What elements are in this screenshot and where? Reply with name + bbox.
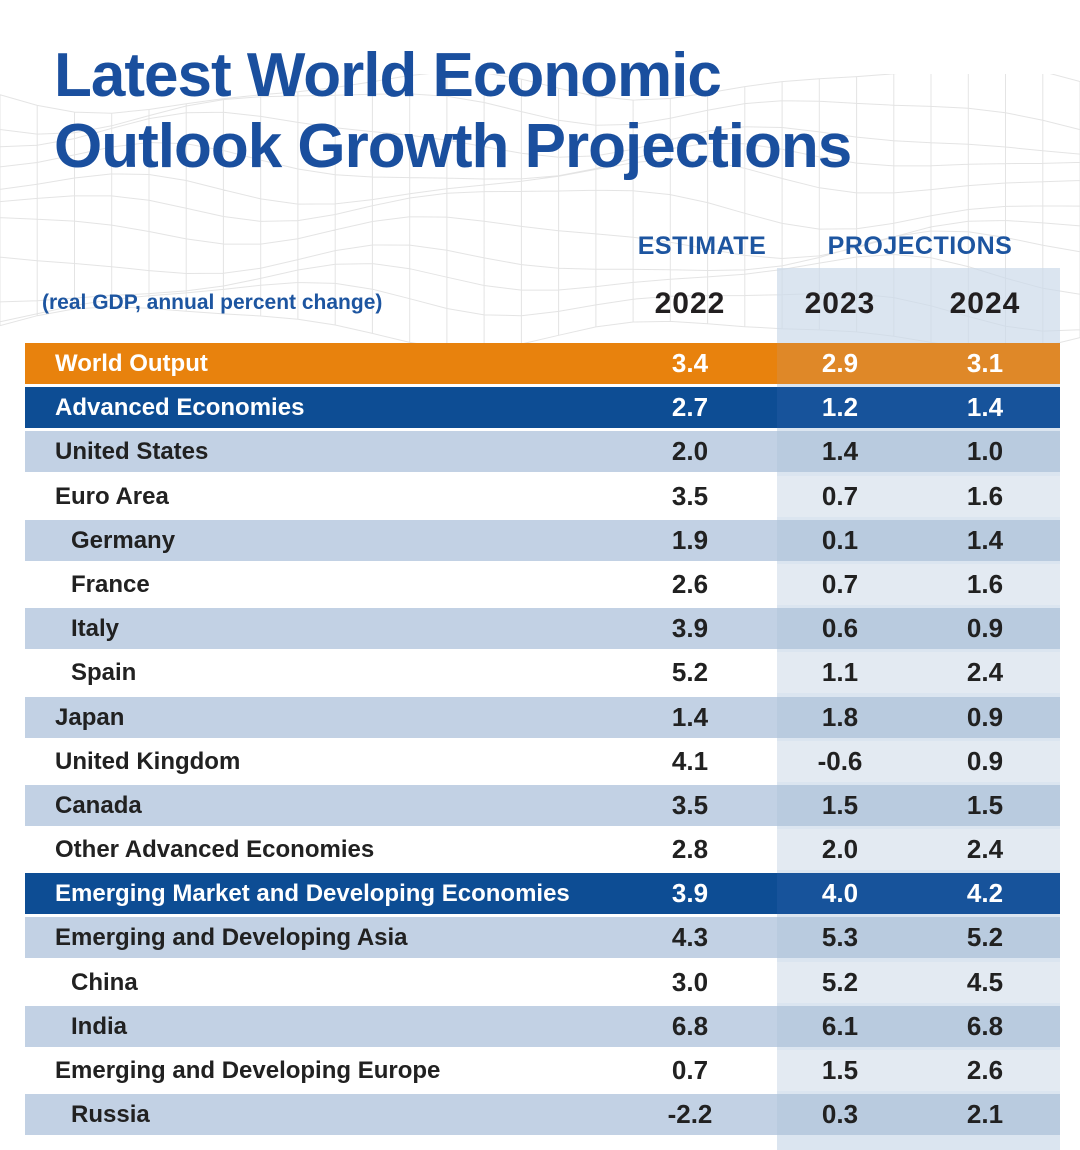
value-2024: 1.6 xyxy=(966,568,1004,599)
value-2024: 6.8 xyxy=(966,1010,1004,1041)
row-label: Emerging and Developing Europe xyxy=(55,1057,441,1084)
table-row-advanced-economies xyxy=(25,387,1060,428)
table-row-china xyxy=(25,962,1060,1003)
row-label: Spain xyxy=(71,659,137,687)
value-2024: 4.5 xyxy=(966,966,1004,997)
table-row-japan xyxy=(25,697,1060,738)
table-row-spain xyxy=(25,652,1060,693)
projections-column-group-label: PROJECTIONS xyxy=(827,232,1013,260)
row-label: France xyxy=(71,570,150,598)
value-2022: 3.4 xyxy=(671,348,709,378)
row-label: Euro Area xyxy=(55,482,169,510)
value-2024: 0.9 xyxy=(966,745,1004,776)
value-2022: 2.6 xyxy=(671,568,709,599)
value-2024: 4.2 xyxy=(966,878,1004,909)
table-row-euro-area xyxy=(25,476,1060,517)
value-2022: 5.2 xyxy=(671,657,709,688)
value-2023: 4.0 xyxy=(821,878,859,909)
value-2022: 4.3 xyxy=(671,922,709,953)
value-2024: 5.2 xyxy=(966,922,1004,953)
value-2023: 5.2 xyxy=(821,966,859,997)
table-row-france xyxy=(25,564,1060,605)
value-2022: 6.8 xyxy=(671,1010,709,1041)
title-line-2: Outlook Growth Projections xyxy=(54,112,852,181)
row-label: Emerging and Developing Asia xyxy=(55,924,408,952)
row-label: Germany xyxy=(71,526,176,554)
value-2024: 2.1 xyxy=(966,1099,1004,1130)
value-2022: -2.2 xyxy=(667,1099,713,1130)
row-label: Other Advanced Economies xyxy=(55,836,375,864)
projections-table xyxy=(25,343,1060,1138)
value-2023: 1.4 xyxy=(821,436,859,467)
row-label: Advanced Economies xyxy=(55,394,305,422)
row-label: Canada xyxy=(55,791,142,819)
value-2023: 1.5 xyxy=(821,1055,859,1085)
value-2023: 1.8 xyxy=(821,701,859,732)
value-2022: 0.7 xyxy=(671,1055,709,1085)
value-2024: 1.6 xyxy=(966,480,1004,511)
value-2023: 5.3 xyxy=(821,922,859,953)
value-2023: 1.2 xyxy=(821,392,859,423)
row-label: Italy xyxy=(71,615,120,643)
value-2022: 3.9 xyxy=(671,613,709,644)
value-2022: 3.0 xyxy=(671,966,709,997)
table-row-russia xyxy=(25,1094,1060,1135)
table-row-emerging-and-developing-asia xyxy=(25,917,1060,958)
value-2023: 0.6 xyxy=(821,613,859,644)
table-row-united-kingdom xyxy=(25,741,1060,782)
value-2022: 1.9 xyxy=(671,524,709,555)
table-row-canada xyxy=(25,785,1060,826)
value-2022: 2.0 xyxy=(671,436,709,467)
value-2024: 1.0 xyxy=(966,436,1004,467)
value-2023: 0.3 xyxy=(821,1099,859,1130)
table-row-germany xyxy=(25,520,1060,561)
row-label: Emerging Market and Developing Economies xyxy=(55,880,570,908)
value-2022: 2.7 xyxy=(671,392,709,423)
value-2024: 0.9 xyxy=(966,613,1004,644)
title-line-1: Latest World Economic xyxy=(54,41,721,110)
value-2023: 1.5 xyxy=(821,789,859,820)
value-2022: 3.5 xyxy=(671,480,709,511)
row-label: United Kingdom xyxy=(55,747,241,775)
table-row-world-output xyxy=(25,343,1060,384)
value-2022: 3.5 xyxy=(671,789,709,820)
value-2023: 2.0 xyxy=(821,834,859,865)
value-2022: 3.9 xyxy=(671,878,709,909)
page-title xyxy=(54,40,851,182)
value-2023: 2.9 xyxy=(821,348,859,378)
value-2023: 0.7 xyxy=(821,568,859,599)
table-row-emerging-market-and-developing-economies xyxy=(25,873,1060,914)
row-label: World Output xyxy=(55,350,208,377)
value-2023: 0.1 xyxy=(821,524,859,555)
value-2023: 6.1 xyxy=(821,1010,859,1041)
value-2024: 0.9 xyxy=(966,701,1004,732)
year-2024-header: 2024 xyxy=(949,287,1021,320)
estimate-column-group-label: ESTIMATE xyxy=(637,232,767,260)
value-2024: 2.6 xyxy=(966,1055,1004,1085)
value-2024: 1.4 xyxy=(966,392,1004,423)
row-label: United States xyxy=(55,438,209,466)
row-label: China xyxy=(71,968,138,996)
value-2023: -0.6 xyxy=(817,745,863,776)
value-2024: 1.4 xyxy=(966,524,1004,555)
table-row-emerging-and-developing-europe xyxy=(25,1050,1060,1091)
year-2023-header: 2023 xyxy=(804,287,876,320)
subtitle: (real GDP, annual percent change) xyxy=(42,291,383,314)
value-2022: 4.1 xyxy=(671,745,709,776)
value-2024: 3.1 xyxy=(966,348,1004,378)
table-row-india xyxy=(25,1006,1060,1047)
row-label: India xyxy=(71,1012,128,1040)
value-2022: 2.8 xyxy=(671,834,709,865)
value-2024: 1.5 xyxy=(966,789,1004,820)
value-2024: 2.4 xyxy=(966,834,1004,865)
value-2023: 0.7 xyxy=(821,480,859,511)
value-2024: 2.4 xyxy=(966,657,1004,688)
row-label: Japan xyxy=(55,703,125,731)
value-2023: 1.1 xyxy=(821,657,859,688)
value-2022: 1.4 xyxy=(671,701,709,732)
row-label: Russia xyxy=(71,1101,150,1129)
table-row-other-advanced-economies xyxy=(25,829,1060,870)
year-2022-header: 2022 xyxy=(654,287,726,320)
table-row-italy xyxy=(25,608,1060,649)
table-row-united-states xyxy=(25,431,1060,472)
